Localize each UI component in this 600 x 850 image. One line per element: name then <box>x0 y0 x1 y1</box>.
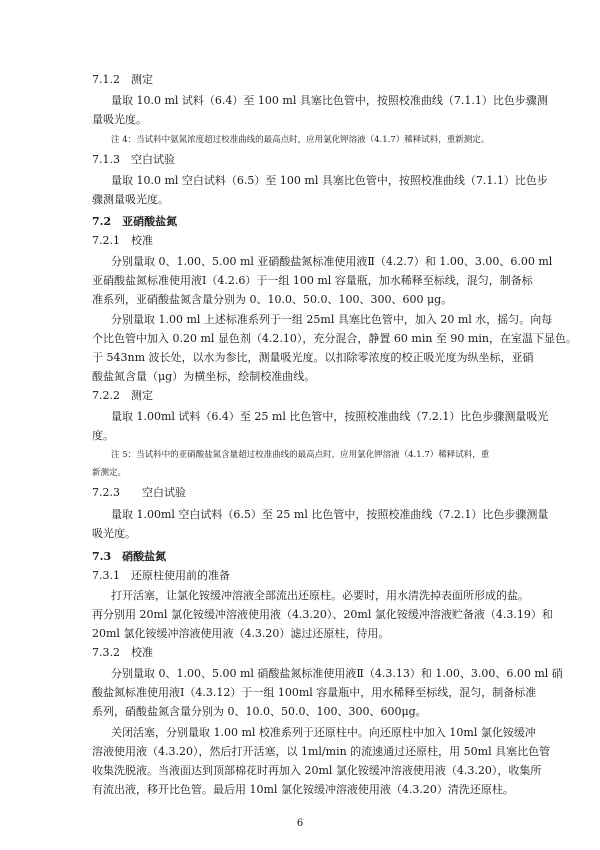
body-line: 酸盐氮含量（μg）为横坐标，绘制校准曲线。 <box>92 370 316 383</box>
body-line: 20ml 氯化铵缓冲溶液使用液（4.3.20）滤过还原柱，待用。 <box>92 627 390 640</box>
body-line: 分别量取 1.00 ml 上述标准系列于一组 25ml 具塞比色管中，加入 20 ml 水，摇匀。向每 <box>111 313 553 326</box>
body-line: 量取 1.00ml 试料（6.4）至 25 ml 比色管中，按照校准曲线（7.2.1）比色步骤测量吸光 <box>111 410 549 423</box>
heading-7-3: 7.3 硝酸盐氮 <box>92 550 167 563</box>
body-line: 关闭活塞，分别量取 1.00 ml 校准系列于还原柱中。向还原柱中加入 10ml 氯化铵缓冲 <box>111 726 536 739</box>
body-line: 骤测量吸光度。 <box>92 193 169 206</box>
body-line: 于 543nm 波长处，以水为参比，测量吸光度。以扣除零浓度的校正吸光度为纵坐标，亚硝 <box>92 351 534 364</box>
body-line: 收集洗脱液。当液面达到顶部棉花时再加入 20ml 氯化铵缓冲溶液使用液（4.3.20），收集所 <box>92 764 542 777</box>
body-line: 量吸光度。 <box>92 113 147 126</box>
heading-7-1-2: 7.1.2 测定 <box>92 73 153 86</box>
body-line: 再分别用 20ml 氯化铵缓冲溶液使用液（4.3.20）、20ml 氯化铵缓冲溶液贮备液（4.3.19）和 <box>92 608 553 621</box>
body-line: 量取 10.0 ml 试料（6.4）至 100 ml 具塞比色管中，按照校准曲线（7.1.1）比色步骤测 <box>111 94 548 107</box>
heading-7-2-3: 7.2.3 空白试验 <box>92 486 186 499</box>
note-5-continued: 新测定。 <box>92 468 127 478</box>
body-line: 系列，硝酸盐氮含量分别为 0、10.0、50.0、100、300、600μg。 <box>92 705 427 718</box>
body-line: 有流出液，移开比色管。最后用 10ml 氯化铵缓冲溶液使用液（4.3.20）清洗还原柱。 <box>92 783 514 796</box>
body-line: 量取 10.0 ml 空白试料（6.5）至 100 ml 具塞比色管中，按照校准曲线（7.1.1）比色步 <box>111 174 548 187</box>
body-line: 溶液使用液（4.3.20），然后打开活塞，以 1ml/min 的流速通过还原柱，用 50ml 具塞比色管 <box>92 745 551 758</box>
body-line: 分别量取 0、1.00、5.00 ml 硝酸盐氮标准使用液Ⅱ（4.3.13）和 1.00、3.00、6.00 ml 硝 <box>111 667 563 680</box>
body-line: 酸盐氮标准使用液Ⅰ（4.3.12）于一组 100ml 容量瓶中，用水稀释至标线，混匀，制备标准 <box>92 686 537 699</box>
page-number: 6 <box>296 818 304 829</box>
heading-7-3-1: 7.3.1 还原柱使用前的准备 <box>92 569 230 582</box>
heading-7-2-2: 7.2.2 测定 <box>92 389 153 402</box>
body-line: 度。 <box>92 429 114 442</box>
body-line: 量取 1.00ml 空白试料（6.5）至 25 ml 比色管中，按照校准曲线（7.2.1）比色步骤测量 <box>111 508 549 521</box>
body-line: 打开活塞，让氯化铵缓冲溶液全部流出还原柱。必要时，用水清洗掉表面所形成的盐。 <box>111 589 529 602</box>
note-4: 注 4：当试料中氨氮浓度超过校准曲线的最高点时，应用氯化钾溶液（4.1.7）稀释试料，重新测定。 <box>111 135 490 145</box>
note-5: 注 5：当试料中的亚硝酸盐氮含量超过校准曲线的最高点时，应用氯化钾溶液（4.1.7）稀释试料，重 <box>111 450 490 460</box>
body-line: 分别量取 0、1.00、5.00 ml 亚硝酸盐氮标准使用液Ⅱ（4.2.7）和 1.00、3.00、6.00 ml <box>111 255 553 268</box>
body-line: 亚硝酸盐氮标准使用液Ⅰ（4.2.6）于一组 100 ml 容量瓶，加水稀释至标线，混匀，制备标 <box>92 274 533 287</box>
body-line: 准系列，亚硝酸盐氮含量分别为 0、10.0、50.0、100、300、600 μg。 <box>92 293 453 306</box>
body-line: 个比色管中加入 0.20 ml 显色剂（4.2.10），充分混合，静置 60 min 至 90 min，在室温下显色。 <box>92 332 577 345</box>
body-line: 吸光度。 <box>92 527 136 540</box>
heading-7-3-2: 7.3.2 校准 <box>92 646 153 659</box>
heading-7-2-1: 7.2.1 校准 <box>92 234 153 247</box>
heading-7-2: 7.2 亚硝酸盐氮 <box>92 215 178 228</box>
heading-7-1-3: 7.1.3 空白试验 <box>92 153 175 166</box>
